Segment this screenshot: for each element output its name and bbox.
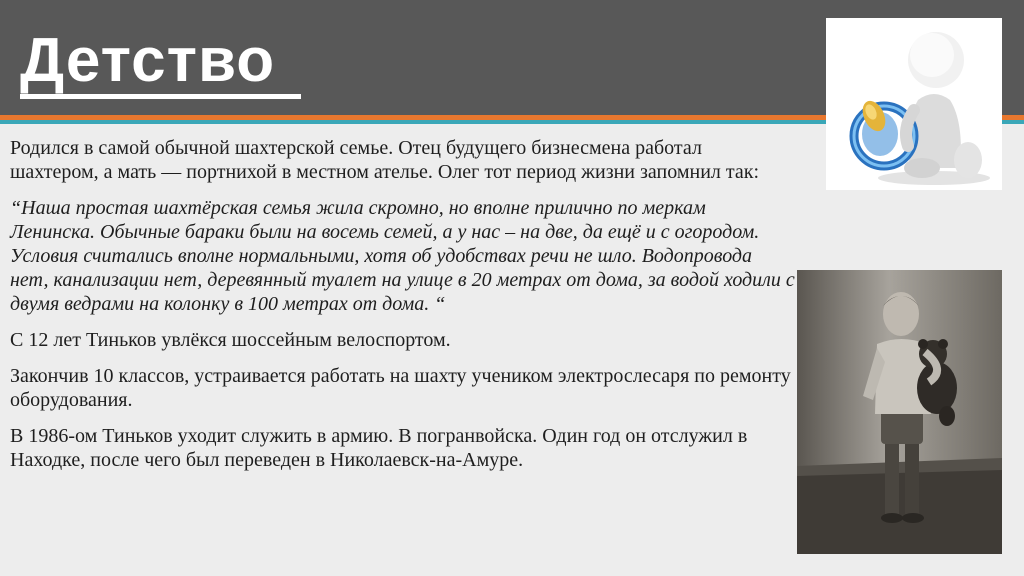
figure-with-pacifier-icon [826,18,1002,190]
slide-title: Детство [20,28,301,99]
slide-body [10,136,795,484]
paragraph-army: В 1986-ом Тиньков уходит служить в армию. В погранвойска. Один год он отслужил в Находке, после чего был переведен в Николаевск-на-Амуре. [10,425,748,471]
figure-image [826,18,1002,190]
paragraph-family: Родился в самой обычной шахтерской семье. Отец будущего бизнесмена работал шахтером, а мать — портнихой в местном ателье. Олег тот период жизни запомнил так: [10,137,760,183]
paragraph-quote: “Наша простая шахтёрская семья жила скромно, но вполне прилично по меркам Ленинска. Обычные бараки были на восемь семей, а у нас – на две, да ещё и с огородом. Условия считались вполне нормальными, хотя об удобствах речи не шло. Водопровода нет, канализации нет, деревянный туалет на улице в 20 метрах от дома, за водой ходили с двумя ведрами на колонку в 100 метрах от дома. “ [10,197,795,315]
paragraph-cycling: С 12 лет Тиньков увлёкся шоссейным велоспортом. [10,329,451,351]
childhood-photo [797,270,1002,554]
paragraph-school: Закончив 10 классов, устраивается работать на шахту учеником электрослесаря по ремонту оборудования. [10,365,791,411]
boy-with-teddy-bear-photo [797,270,1002,554]
